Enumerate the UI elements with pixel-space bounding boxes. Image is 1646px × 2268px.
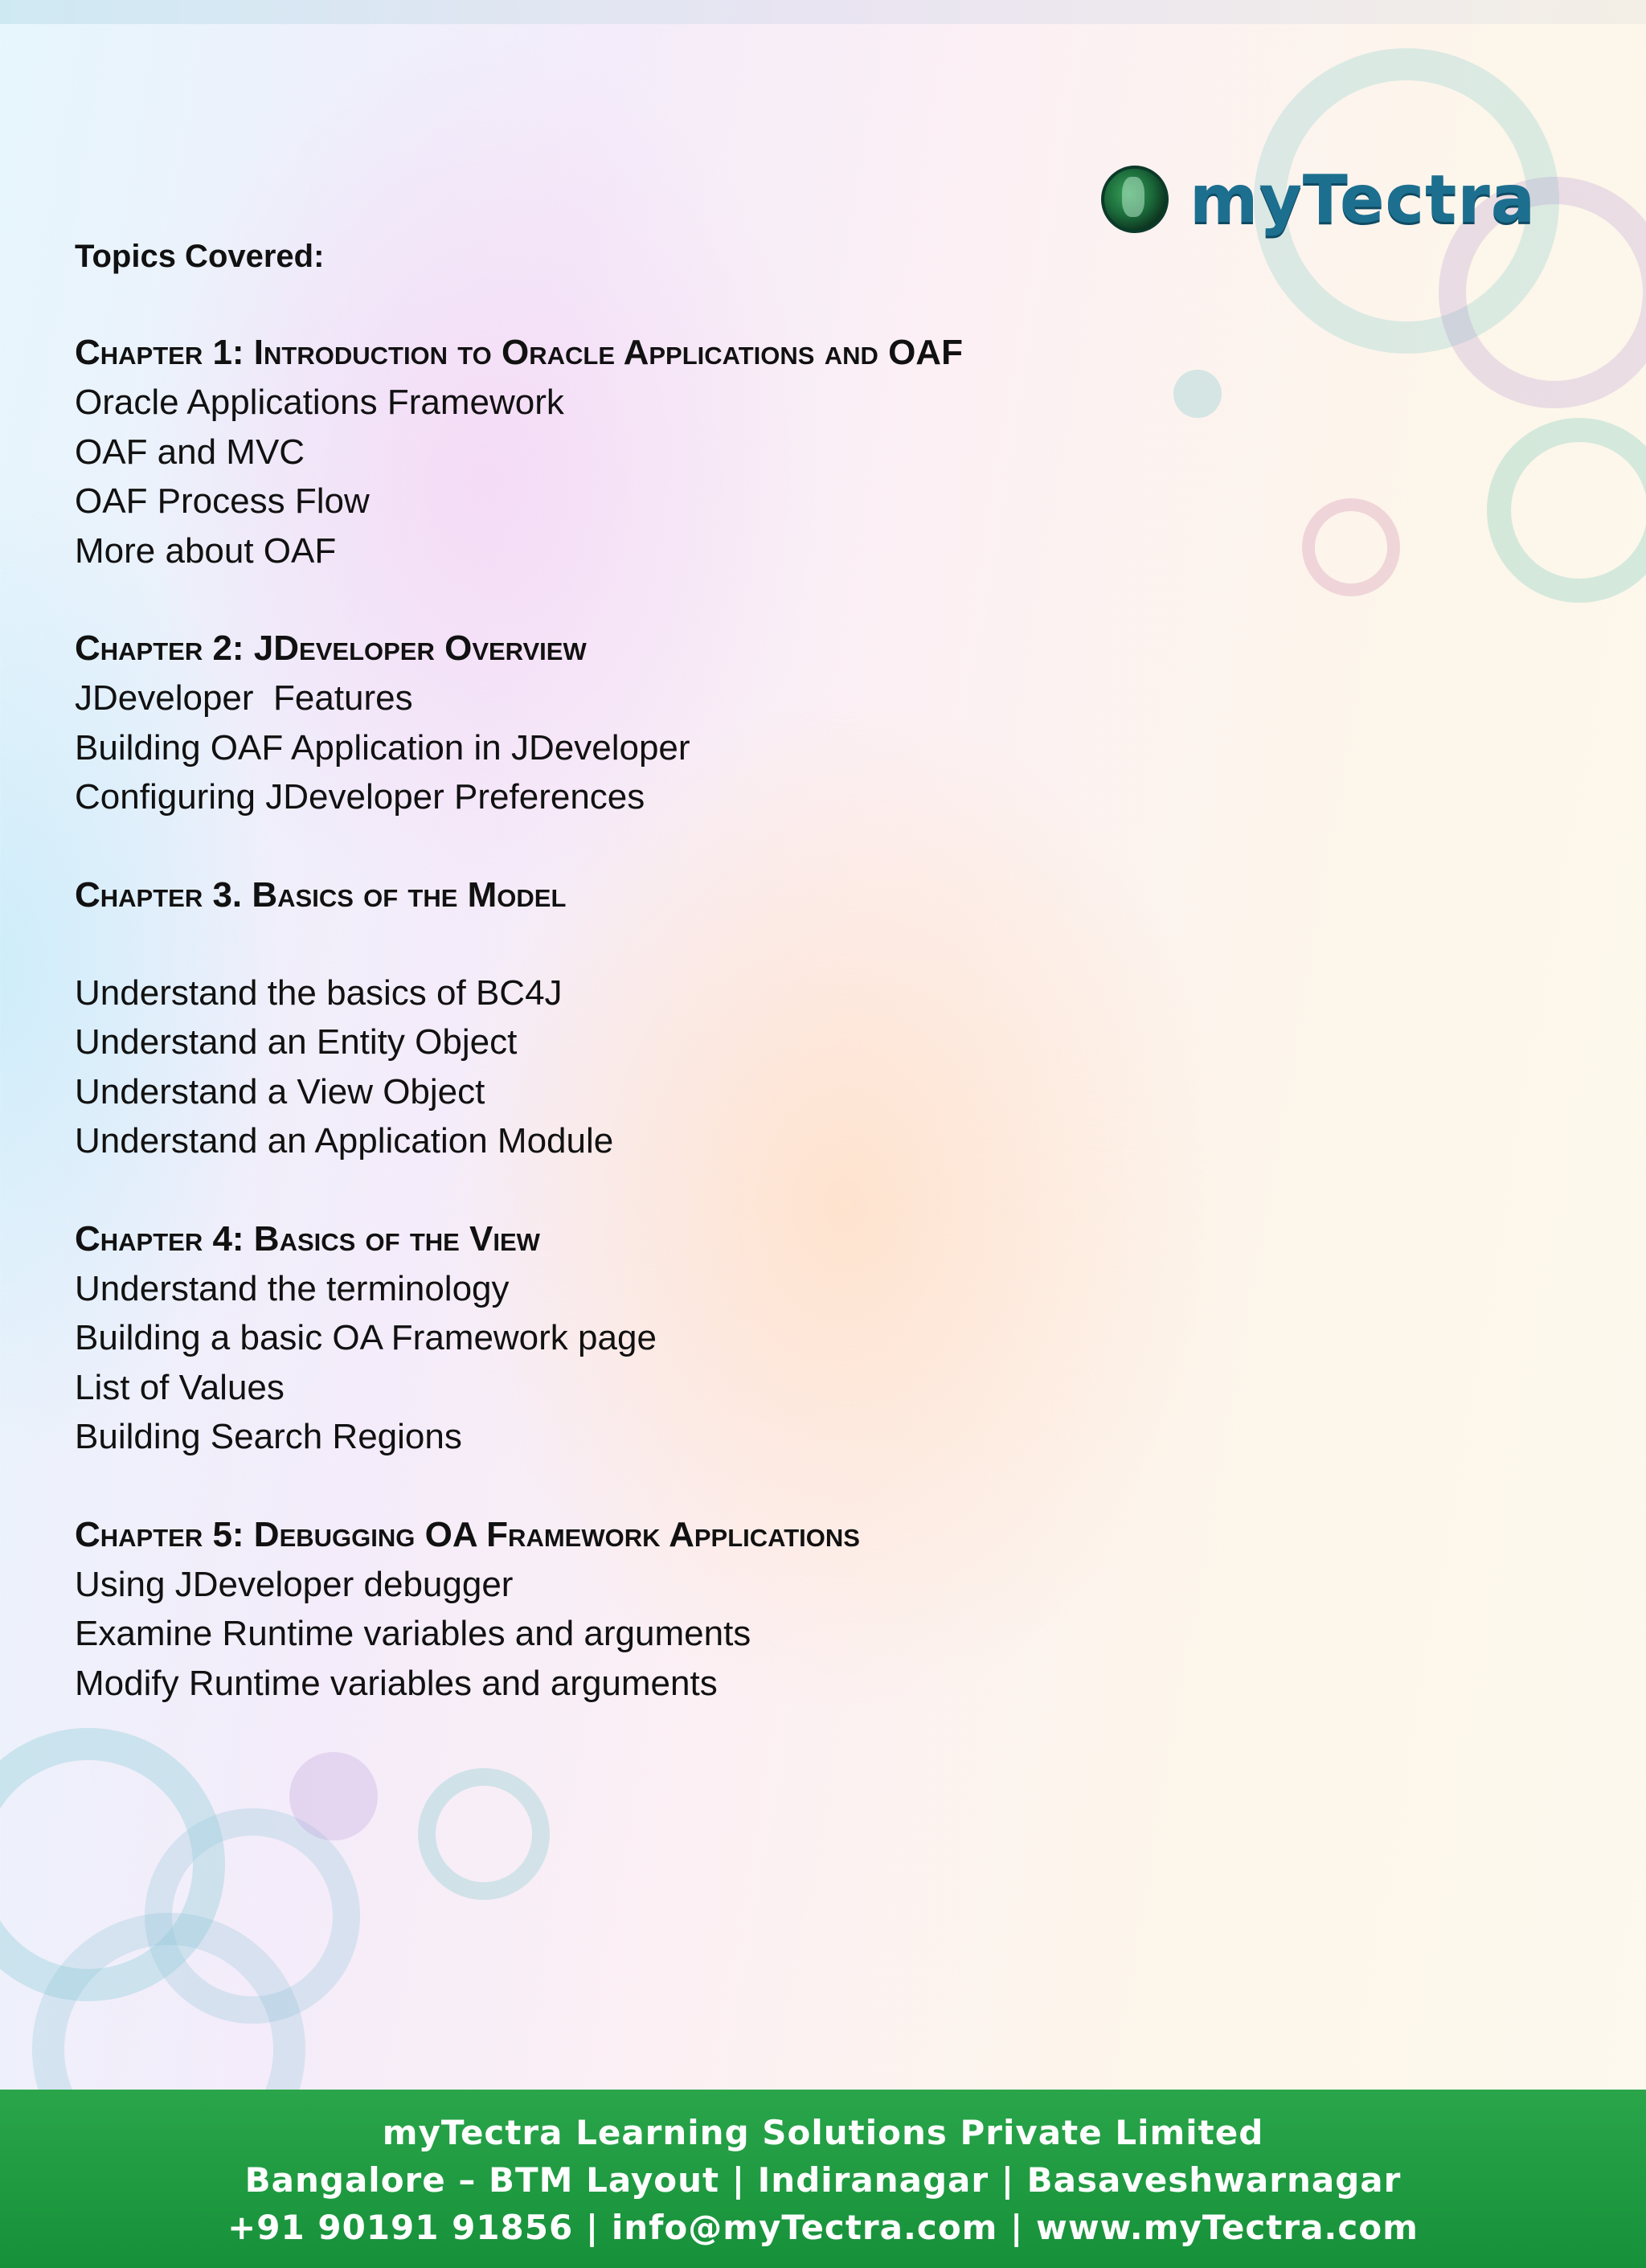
topic-item: Understand the terminology	[75, 1268, 510, 1308]
decor-circle	[1487, 418, 1646, 603]
topic-item: Examine Runtime variables and arguments	[75, 1614, 751, 1653]
topic-item: Oracle Applications Framework	[75, 383, 564, 422]
chapter-title: Chapter 2: JDeveloper Overview	[75, 628, 587, 668]
topic-item: Understand an Application Module	[75, 1121, 614, 1161]
footer-banner	[0, 2090, 1646, 2268]
chapter-2	[75, 624, 963, 822]
globe-icon	[1101, 166, 1169, 233]
chapter-1	[75, 328, 963, 575]
chapter-title: Chapter 3. Basics of the Model	[75, 874, 567, 915]
decor-circle	[418, 1768, 550, 1900]
topic-item: Building OAF Application in JDeveloper	[75, 727, 690, 768]
top-band	[0, 0, 1646, 24]
topic-item: Using JDeveloper debugger	[75, 1564, 514, 1604]
topic-item: OAF Process Flow	[75, 481, 370, 521]
topic-item: Modify Runtime variables and arguments	[75, 1663, 718, 1703]
mytectra-logo	[1101, 161, 1583, 238]
footer-company: myTectra Learning Solutions Private Limited	[382, 2113, 1264, 2152]
footer-contact: +91 90191 91856 | info@myTectra.com | www.myTectra.com	[227, 2208, 1419, 2247]
topic-item: Understand the basics of BC4J	[75, 972, 563, 1013]
logo-text: myTectra	[1189, 161, 1537, 238]
topic-item: Building Search Regions	[75, 1417, 462, 1456]
decor-circle	[289, 1752, 378, 1840]
topics-section	[75, 233, 963, 1708]
chapter-title: Chapter 4: Basics of the View	[75, 1218, 540, 1259]
topic-item: JDeveloper Features	[75, 678, 413, 718]
chapter-3	[75, 870, 963, 1166]
topics-heading: Topics Covered:	[75, 239, 325, 274]
topic-item: List of Values	[75, 1367, 285, 1407]
decor-circle	[1302, 498, 1400, 596]
topic-item: More about OAF	[75, 530, 337, 571]
topic-item: Configuring JDeveloper Preferences	[75, 777, 645, 817]
topic-item: Building a basic OA Framework page	[75, 1318, 657, 1357]
chapter-title: Chapter 1: Introduction to Oracle Applications and OAF	[75, 333, 963, 372]
chapter-title: Chapter 5: Debugging OA Framework Applications	[75, 1514, 860, 1554]
topic-item: Understand a View Object	[75, 1071, 485, 1111]
decor-circle	[1173, 370, 1222, 418]
footer-locations: Bangalore – BTM Layout | Indiranagar | Basaveshwarnagar	[244, 2160, 1402, 2200]
topic-item: OAF and MVC	[75, 432, 305, 472]
topic-item: Understand an Entity Object	[75, 1022, 518, 1062]
chapter-4	[75, 1214, 963, 1462]
chapter-5	[75, 1510, 963, 1709]
